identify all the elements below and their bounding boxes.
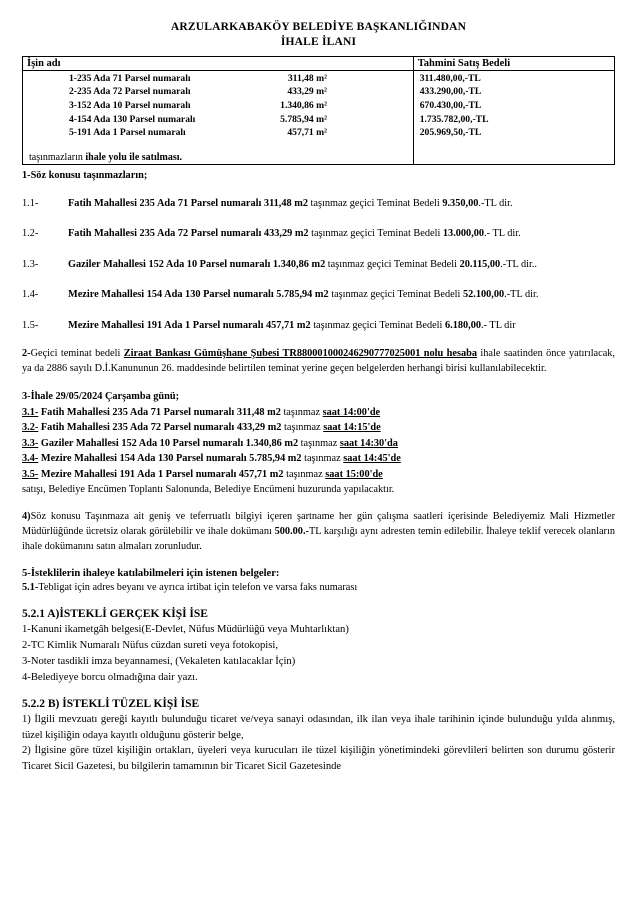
parcel-desc: 3-152 Ada 10 Parsel numaralı [69,100,191,112]
item-51-number: 5.1- [22,582,39,594]
parcel-area: 311,48 m² [287,72,327,84]
footer-bold: ihale yolu ile satılması. [85,151,183,163]
item-bold-lead: Gaziler Mahallesi 152 Ada 10 Parsel numaralı 1.340,86 m2 [68,258,326,270]
table-row [27,99,409,113]
price-value: 1.735.782,00,-TL [419,113,489,125]
spec-number: 4) [22,511,31,523]
footer-pre: taşınmazların [29,151,86,163]
item-text [68,287,615,302]
section-b-title: 5.2.2 B) İSTEKLİ TÜZEL KİŞİ İSE [22,697,200,710]
item-amount: 13.000,00 [442,228,485,240]
item-mid: taşınmaz geçici Teminat Bedeli [325,258,460,270]
section-b-list [22,712,615,776]
parcel-area: 5.785,94 m² [280,113,327,125]
deposit-paragraph [22,347,615,376]
table-header-row [23,56,615,70]
schedule-time: saat 14:15'de [323,422,381,434]
item-mid: taşınmaz geçici Teminat Bedeli [308,228,443,240]
parcel-desc: 5-191 Ada 1 Parsel numaralı [69,127,186,139]
item-bold-lead: Mezire Mahallesi 154 Ada 130 Parsel numaralı 5.785,94 m2 [68,289,329,301]
specification-paragraph [22,510,615,555]
item-tail: .- TL dir. [484,228,521,240]
item-amount: 20.115,00 [459,258,501,270]
schedule-parcel: Mezire Mahallesi 154 Ada 130 Parsel numaralı 5.785,94 m2 [38,453,302,465]
parcel-desc: 2-235 Ada 72 Parsel numaralı [69,86,191,98]
spec-text-2: TL karşılığı aynı adresten temin edilebilir. İhaleye teklif verecek olanların ihale dokümanını satın almaları zorunludur. [22,526,615,553]
item-amount: 6.180,00 [444,319,482,331]
parcel-area: 1.340,86 m² [280,100,327,112]
list-item: 3-Noter tasdikli imza beyannamesi, (Vekaleten katılacaklar İçin) [22,655,296,667]
list-item: 2-TC Kimlik Numaralı Nüfus cüzdan sureti veya fotokopisi, [22,639,278,651]
schedule-time: saat 14:45'de [343,453,401,465]
schedule-row [22,405,615,420]
bank-account-info: Ziraat Bankası Gümüşhane Şubesi TR880001000246290777025001 nolu hesaba [123,348,477,360]
table-row [27,72,409,86]
item-text [68,196,615,211]
schedule-row [22,467,615,482]
price-list-cell [413,70,614,164]
schedule-mid: taşınmaz [298,437,340,449]
list-item: 1) İlgili mevzuatı gereği kayıtlı bulunduğu ticaret ve/veya sanayi odasından, ilk ilan veya ihale tarihinin içinde bulunduğu yılda alınmış, tüzel kişiliğin odaya kayıtlı olduğunu gösterir belge, [22,713,615,741]
column-header-work: İşin adı [23,56,414,70]
item-amount: 52.100,00 [462,289,505,301]
spec-fee: 500.00.- [274,526,309,538]
table-row [27,85,409,99]
item-text [68,226,615,241]
item-number: 1.4- [22,289,39,301]
price-value: 670.430,00,-TL [419,100,482,112]
schedule-number: 3.2- [22,422,39,434]
deposit-text-1: Geçici teminat bedeli [30,348,124,360]
parcel-desc: 1-235 Ada 71 Parsel numaralı [69,72,191,84]
table-body-row [23,70,615,164]
list-item [22,196,615,211]
section-a-list [22,622,615,686]
item-mid: taşınmaz geçici Teminat Bedeli [307,197,443,209]
table-row [27,126,409,140]
schedule-parcel: Fatih Mahallesi 235 Ada 72 Parsel numaralı 433,29 m2 [38,422,282,434]
item-mid: taşınmaz geçici Teminat Bedeli [328,289,463,301]
title-line-2: İHALE İLANI [280,35,357,48]
item-amount: 9.350,00 [442,197,479,209]
item-bold-lead: Fatih Mahallesi 235 Ada 72 Parsel numaralı 433,29 m2 [68,228,309,240]
item-text [68,318,615,333]
item-tail: .- TL dir [481,319,516,331]
list-item [22,257,615,272]
parcel-area: 457,71 m² [287,127,327,139]
schedule-header: 3-İhale 29/05/2024 Çarşamba günü; [22,391,180,403]
schedule-row [22,420,615,435]
table-footer-note [27,140,409,163]
title-line-1: ARZULARKABAKÖY BELEDİYE BAŞKANLIĞINDAN [170,21,467,33]
schedule-time: saat 14:30'da [339,437,398,449]
schedule-number: 3.4- [22,453,39,465]
schedule-number: 3.5- [22,468,39,480]
list-item [22,226,615,241]
item-number: 1.1- [22,197,39,209]
schedule-mid: taşınmaz [283,468,326,480]
page-title [22,20,615,50]
schedule-mid: taşınmaz [301,453,344,465]
item-tail: .-TL dir. [478,197,513,209]
item-text [68,257,615,272]
item-51-text: Tebligat için adres beyanı ve ayrıca irtibat için telefon ve varsa faks numarası [38,582,358,594]
tender-table [22,56,615,165]
parcel-desc: 4-154 Ada 130 Parsel numaralı [69,113,196,125]
item-bold-lead: Mezire Mahallesi 191 Ada 1 Parsel numaralı 457,71 m2 [68,319,311,331]
item-bold-lead: Fatih Mahallesi 235 Ada 71 Parsel numaralı 311,48 m2 [68,197,308,209]
item-number: 1.2- [22,228,39,240]
schedule-parcel: Gaziler Mahallesi 152 Ada 10 Parsel numaralı 1.340,86 m2 [38,437,299,449]
schedule-time: saat 14:00'de [322,406,381,418]
price-value: 205.969,50,-TL [419,127,482,139]
parcel-area: 433,29 m² [287,86,327,98]
documents-title: 5-İsteklilerin ihaleye katılabilmeleri için istenen belgeler: [22,568,280,580]
price-value: 433.290,00,-TL [419,86,482,98]
list-item [22,287,615,302]
schedule-number: 3.3- [22,437,39,449]
list-item: 1-Kanuni ikametgâh belgesi(E-Devlet, Nüfus Müdürlüğü veya Muhtarlıktan) [22,624,349,636]
table-row [27,113,409,127]
item-tail: .-TL dir.. [500,258,537,270]
item-mid: taşınmaz geçici Teminat Bedeli [310,319,445,331]
intro-paragraph: 1-Söz konusu taşınmazların; [22,169,148,181]
column-header-price: Tahmini Satış Bedeli [413,56,614,70]
item-tail: .-TL dir. [504,289,539,301]
schedule-block [22,389,615,497]
schedule-number: 3.1- [22,406,39,418]
section-a-title: 5.2.1 A)İSTEKLİ GERÇEK KİŞİ İSE [22,608,208,621]
schedule-tail: satışı, Belediye Encümen Toplantı Salonunda, Belediye Encümeni huzurunda yapılacaktır. [22,483,395,495]
documents-item-51 [22,581,615,596]
item-number: 1.5- [22,319,39,331]
schedule-time: saat 15:00'de [325,468,383,480]
schedule-row [22,451,615,466]
schedule-mid: taşınmaz [281,422,324,434]
deposit-text-2: ihale saatinden önce yatırılacak, ya da 2886 sayılı D.İ.Kanununun 26. maddesinde belirtilen teminat yerine geçen belgelerden herhangi birisi kullanılabilecektir. [22,348,615,374]
work-list-cell [23,70,414,164]
item-number: 1.3- [22,258,39,270]
schedule-row [22,436,615,451]
list-item: 2) İlgisine göre tüzel kişiliğin ortakları, üyeleri veya kurucuları ile tüzel kişiliğin yönetimindeki görevlileri belirten son durumu gösterir Ticaret Sicil Gazetesi, bu bilgilerin tamamının bir Ticaret Sicil Gazetesinde [22,745,615,773]
schedule-parcel: Fatih Mahallesi 235 Ada 71 Parsel numaralı 311,48 m2 [38,406,281,418]
price-value: 311.480,00,-TL [419,72,481,84]
schedule-mid: taşınmaz [280,406,323,418]
spec-text-1: Söz konusu Taşınmaza ait geniş ve teferruatlı bilgiyi içeren şartname her gün çalışma saatleri içerisinde Belediyemiz Mali Hizmetler Müdürlüğünde ücretsiz olarak görülebilir ve ihale dokümanı [22,511,615,538]
list-item: 4-Belediyeye borcu olmadığına dair yazı. [22,671,198,683]
list-item [22,318,615,333]
deposit-number: 2- [22,348,31,360]
schedule-parcel: Mezire Mahallesi 191 Ada 1 Parsel numaralı 457,71 m2 [38,468,284,480]
